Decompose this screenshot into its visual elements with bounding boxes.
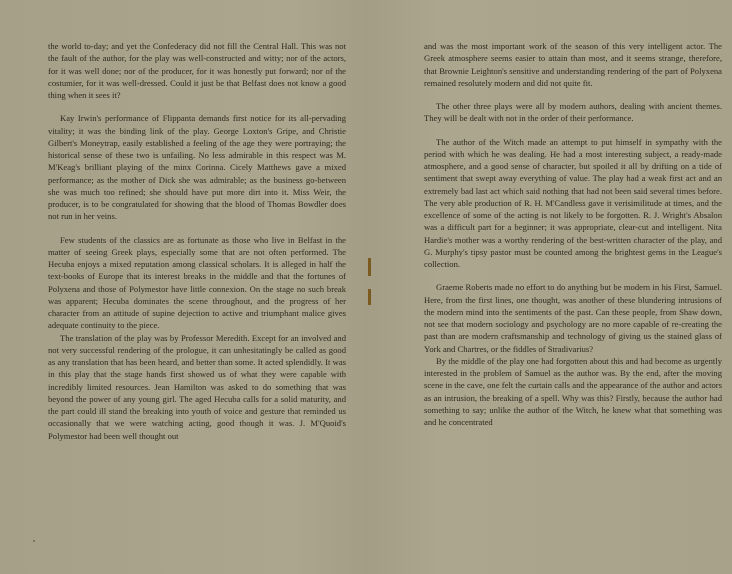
- binding-mark-bottom: [368, 289, 371, 305]
- binding-mark-top: [368, 258, 371, 276]
- paper-speck: [33, 540, 35, 542]
- left-paragraph-1: the world to-day; and yet the Confederacy did not fill the Central Hall. This was not the fault of the author, for the play was well-constructed and witty; nor of the actors, for it was well done; nor of the producer, for it was honestly put forward; nor of the costumier, for it was well-dressed. Could it just be that Belfast does not know a good thing when it sees it?: [48, 41, 346, 100]
- left-paragraph-2: Kay Irwin's performance of Flippanta demands first notice for its all-pervading vitality; it was the binding link of the play. George Loxton's Gripe, and Christie Gilbert's Moneytrap, easily established a feeling of the age they were portraying; the historical sense of these two is unfailing. No less admirable in this respect was M. M'Keag's brilliant playing of the minx Corinna. Cicely Matthews gave a mixed performance; as the mother of Dick she was admirable; as the business go-between she was much too refined; she should have put more dirt into it. Miss Weir, the producer, is to be congratulated for showing that the blood of Thomas Bowdler does not run in her veins.: [48, 113, 346, 222]
- right-paragraph-2: The other three plays were all by modern authors, dealing with ancient themes. They will be dealt with not in the order of their performance.: [424, 101, 722, 124]
- right-paragraph-5: By the middle of the play one had forgotten about this and had become as urgently interested in the problem of Samuel as the author was. By the end, after the moving scene in the cave, one felt the curtain calls and the appearance of the author and actors as an intrusion, the breaking of a spell. Why was this? Firstly, because the author had something to say; unlike the author of the Witch, he knew what that something was and he concentrated: [424, 355, 722, 427]
- left-paragraph-3: Few students of the classics are as fortunate as those who live in Belfast in the matter of seeing Greek plays, especially some that are not often performed. The Hecuba enjoys a mixed reputation among classical scholars. It is alleged in half the text-books of Europe that its interest breaks in the middle and that the fortunes of Polyxena and those of Polymestor have little connexion. On the stage no such break was apparent; Hecuba dominates the scene throughout, and the progress of her character from an attitude of supine dejection to active and triumphant malice gives adequate continuity to the piece.: [48, 234, 346, 331]
- right-page: [424, 40, 722, 570]
- right-paragraph-4: Graeme Roberts made no effort to do anything but be modern in his First, Samuel. Here, from the first lines, one thought, was another of these blundering intrusions of the modern mind into the sentiments of the past. Can these people, from Shaw down, not see that modern sociology and psychology are no more capable of re-creating the past than are modern craftsmanship and technology of giving us the stained glass of York and Chartres, or the fiddles of Stradivarius?: [424, 282, 722, 354]
- right-paragraph-1: and was the most important work of the season of this very intelligent actor. The Greek atmosphere seems easier to attain than most, and it seems strange, therefore, that Brownie Leighton's sensitive and understanding rendering of the part of Polyxena remained resolutely modern and did not quite fit.: [424, 41, 722, 88]
- left-page: [48, 40, 346, 570]
- right-paragraph-3: The author of the Witch made an attempt to put himself in sympathy with the period with which he was dealing. He had a most interesting subject, a ready-made atmosphere, and a good sense of character, but spoiled it all by drifting on a tide of sentiment that swept away everything of value. The play had a weak first act and an extremely bad last act which said nothing that had not been said several times before. The very able production of R. H. M'Candless gave it verisimilitude at times, and the excellence of some of the acting is not likely to be forgotten. R. J. Wright's Absalon was a difficult part for a beginner; it was appropriate, clear-cut and intelligent. Nita Hardie's mother was a worthy rendering of the best-written character of the play, and G. Murphy's tipsy pastor must be counted among the brightest gems in the League's collection.: [424, 136, 722, 269]
- left-paragraph-4: The translation of the play was by Professor Meredith. Except for an involved and not very successful rendering of the prologue, it can unhesitatingly be called as good as any translation that has been heard, and better than some. It acted splendidly. It was in this play that the stage hands first showed us of what they were capable with incredibly limited resources. Jean Hamilton was asked to do something that was beyond the power of any young girl. The aged Hecuba calls for a solid maturity, and the part could ill stand the breaking into youth of voice and gesture that reminded us occasionally that we were watching acting, good though it was. J. M'Quoid's Polymestor had been well thought out: [48, 332, 346, 441]
